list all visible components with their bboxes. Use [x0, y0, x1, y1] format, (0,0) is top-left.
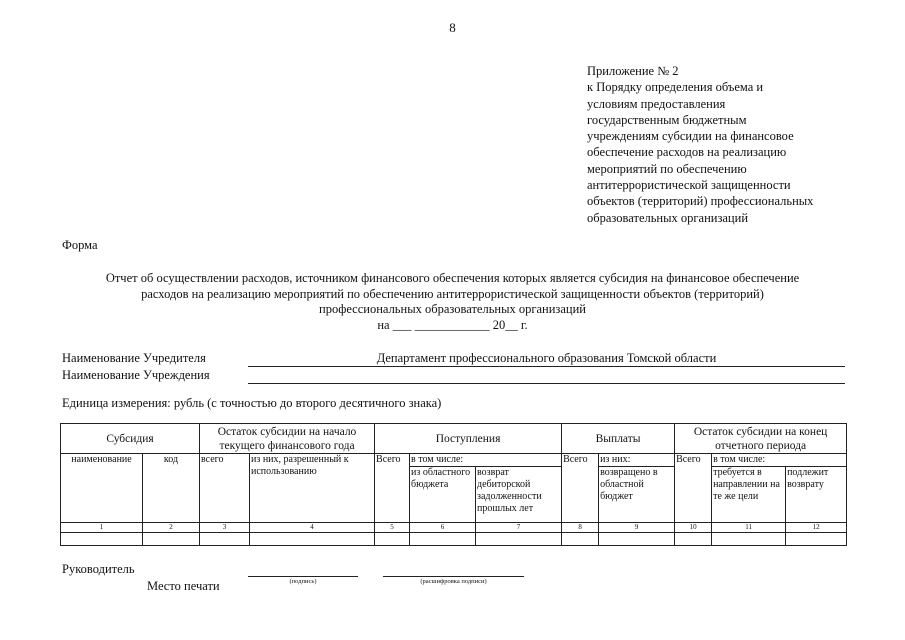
header-end-total: Всего	[675, 454, 712, 523]
institution-input-line[interactable]	[248, 383, 845, 384]
table-cell[interactable]	[712, 533, 786, 546]
column-number: 8	[562, 523, 599, 533]
header-payments: Выплаты	[562, 424, 675, 454]
column-number: 11	[712, 523, 786, 533]
header-balance-end: Остаток субсидии на конец отчетного периода	[675, 424, 847, 454]
column-number: 9	[599, 523, 675, 533]
table-cell[interactable]	[143, 533, 200, 546]
header-payments-of: из них:	[599, 454, 675, 467]
table-header-row	[61, 424, 847, 454]
appendix-line: Приложение № 2	[587, 64, 679, 78]
stamp-place-label: Место печати	[147, 579, 220, 593]
header-allowed-use: из них, разрешенный к использованию	[250, 454, 375, 523]
appendix-line: мероприятий по обеспечению	[587, 161, 747, 176]
decoding-caption: (расшифровка подписи)	[420, 578, 487, 585]
report-title-line: профессиональных образовательных организаций	[319, 302, 586, 316]
header-receipts-incl: в том числе:	[410, 454, 562, 467]
column-number: 7	[476, 523, 562, 533]
appendix-line: образовательных организаций	[587, 210, 749, 225]
table-cell[interactable]	[250, 533, 375, 546]
signature-line[interactable]	[248, 576, 358, 577]
header-payments-total: Всего	[562, 454, 599, 523]
column-number: 12	[786, 523, 847, 533]
column-number: 6	[410, 523, 476, 533]
report-date-line: на ___ ____________ 20__ г.	[377, 317, 528, 332]
appendix-line: учреждениям субсидии на финансовое	[587, 129, 794, 144]
header-end-incl: в том числе:	[712, 454, 847, 467]
header-to-return: подлежит возврату	[786, 467, 847, 523]
header-total-start: всего	[200, 454, 250, 523]
header-required-same-goals: требуется в направлении на те же цели	[712, 467, 786, 523]
column-number: 2	[143, 523, 200, 533]
page-number: 8	[449, 20, 456, 35]
table-cell[interactable]	[599, 533, 675, 546]
appendix-line: обеспечение расходов на реализацию	[587, 145, 787, 160]
column-number-row	[61, 523, 847, 533]
report-title-line: Отчет об осуществлении расходов, источником финансового обеспечения которых является субсидия на финансовое обеспечение	[105, 271, 800, 285]
header-receipts-total: Всего	[375, 454, 410, 523]
table-cell[interactable]	[375, 533, 410, 546]
column-number: 3	[200, 523, 250, 533]
appendix-line: государственным бюджетным	[587, 112, 747, 127]
column-number: 5	[375, 523, 410, 533]
column-number: 1	[61, 523, 143, 533]
table-cell[interactable]	[410, 533, 476, 546]
header-subsidy: Субсидия	[61, 424, 200, 454]
table-cell[interactable]	[61, 533, 143, 546]
report-title	[40, 271, 865, 333]
header-name: наименование	[61, 454, 143, 523]
column-number: 4	[250, 523, 375, 533]
table-row	[61, 533, 847, 546]
founder-label: Наименование Учредителя	[62, 351, 206, 365]
signature-caption: (подпись)	[289, 578, 317, 585]
head-label: Руководитель	[62, 562, 135, 576]
column-number: 10	[675, 523, 712, 533]
table-cell[interactable]	[786, 533, 847, 546]
table-cell[interactable]	[476, 533, 562, 546]
appendix-line: объектов (территорий) профессиональных	[587, 194, 814, 209]
appendix-line: условиям предоставления	[587, 96, 726, 111]
founder-underline	[248, 366, 845, 367]
table-cell[interactable]	[675, 533, 712, 546]
header-returned-regional: возвращено в областной бюджет	[599, 467, 675, 523]
table-cell[interactable]	[200, 533, 250, 546]
table-subheader-row	[61, 454, 847, 467]
header-balance-start: Остаток субсидии на начало текущего финансового года	[200, 424, 375, 454]
signature-decoding-line[interactable]	[383, 576, 524, 577]
header-debt-return: возврат дебиторской задолженности прошлых лет	[476, 467, 562, 523]
header-code: код	[143, 454, 200, 523]
appendix-line: антитеррористической защищенности	[587, 178, 791, 193]
report-table	[60, 423, 847, 546]
institution-label: Наименование Учреждения	[62, 368, 210, 382]
founder-value: Департамент профессионального образования Томской области	[376, 351, 717, 365]
form-label: Форма	[62, 238, 98, 252]
table-cell[interactable]	[562, 533, 599, 546]
header-receipts: Поступления	[375, 424, 562, 454]
header-from-regional: из областного бюджета	[410, 467, 476, 523]
appendix-line: к Порядку определения объема и	[587, 80, 764, 95]
appendix-block	[587, 63, 887, 226]
report-title-line: расходов на реализацию мероприятий по обеспечению антитеррористической защищенности объектов (территорий)	[141, 286, 764, 301]
unit-of-measure: Единица измерения: рубль (с точностью до второго десятичного знака)	[62, 396, 442, 410]
